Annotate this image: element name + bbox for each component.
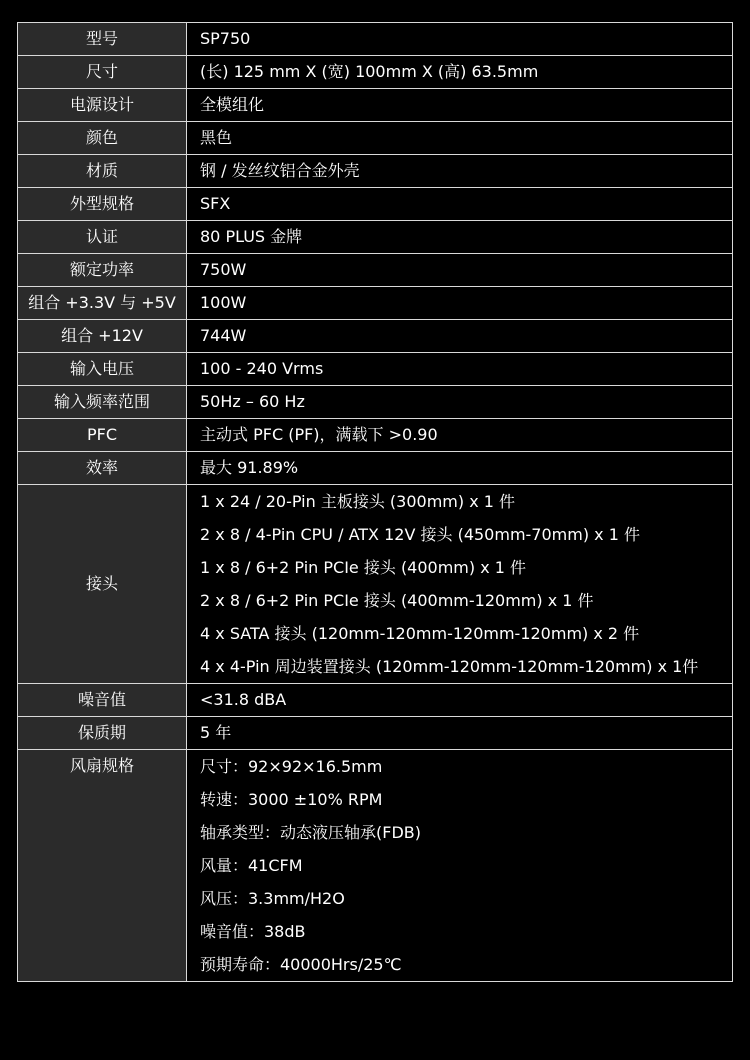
spec-value: (长) 125 mm X (宽) 100mm X (高) 63.5mm	[187, 56, 733, 89]
spec-row-psu-design	[18, 89, 733, 122]
spec-value: 主动式 PFC (PF)，满载下 >0.90	[187, 419, 733, 452]
spec-row-form-factor	[18, 188, 733, 221]
spec-row-connectors	[18, 485, 733, 684]
spec-row-pfc	[18, 419, 733, 452]
fan-spec-line: 尺寸：92×92×16.5mm	[200, 757, 383, 776]
fan-spec-line: 风量：41CFM	[200, 856, 303, 875]
spec-row-efficiency	[18, 452, 733, 485]
connector-line: 1 x 8 / 6+2 Pin PCIe 接头 (400mm) x 1 件	[200, 558, 527, 577]
spec-label: 组合 +3.3V 与 +5V	[18, 287, 187, 320]
fan-spec-line: 转速：3000 ±10% RPM	[200, 790, 383, 809]
fan-spec-line: 预期寿命：40000Hrs/25℃	[200, 955, 402, 974]
spec-label: 型号	[18, 23, 187, 56]
spec-label: 电源设计	[18, 89, 187, 122]
spec-value: 钢 / 发丝纹铝合金外壳	[187, 155, 733, 188]
spec-value: 100W	[187, 287, 733, 320]
fan-spec-line: 噪音值：38dB	[200, 922, 306, 941]
spec-label: 材质	[18, 155, 187, 188]
spec-label: 接头	[18, 485, 187, 684]
spec-value: 全模组化	[187, 89, 733, 122]
spec-value: 744W	[187, 320, 733, 353]
spec-value-list	[187, 485, 733, 684]
spec-label: 认证	[18, 221, 187, 254]
spec-row-combined-12v	[18, 320, 733, 353]
spec-value: 750W	[187, 254, 733, 287]
spec-label: PFC	[18, 419, 187, 452]
connector-line: 2 x 8 / 6+2 Pin PCIe 接头 (400mm-120mm) x 1 件	[200, 591, 594, 610]
spec-row-dimensions	[18, 56, 733, 89]
spec-table	[17, 22, 733, 982]
spec-row-combined-3v3-5v	[18, 287, 733, 320]
fan-spec-line: 风压：3.3mm/H2O	[200, 889, 345, 908]
spec-value: 100 - 240 Vrms	[187, 353, 733, 386]
spec-label: 颜色	[18, 122, 187, 155]
spec-row-input-frequency	[18, 386, 733, 419]
spec-row-input-voltage	[18, 353, 733, 386]
spec-label: 噪音值	[18, 684, 187, 717]
spec-row-rated-power	[18, 254, 733, 287]
spec-row-material	[18, 155, 733, 188]
spec-value: 最大 91.89%	[187, 452, 733, 485]
fan-spec-line: 轴承类型：动态液压轴承(FDB)	[200, 823, 421, 842]
spec-label: 输入频率范围	[18, 386, 187, 419]
spec-value: <31.8 dBA	[187, 684, 733, 717]
spec-row-certification	[18, 221, 733, 254]
spec-label: 额定功率	[18, 254, 187, 287]
spec-value: 黑色	[187, 122, 733, 155]
spec-label: 效率	[18, 452, 187, 485]
spec-value: SP750	[187, 23, 733, 56]
connector-line: 1 x 24 / 20-Pin 主板接头 (300mm) x 1 件	[200, 492, 516, 511]
spec-row-fan	[18, 750, 733, 982]
spec-row-model	[18, 23, 733, 56]
spec-row-noise	[18, 684, 733, 717]
connector-line: 4 x SATA 接头 (120mm-120mm-120mm-120mm) x 2 件	[200, 624, 640, 643]
spec-label: 尺寸	[18, 56, 187, 89]
spec-value: SFX	[187, 188, 733, 221]
spec-label: 输入电压	[18, 353, 187, 386]
spec-label: 外型规格	[18, 188, 187, 221]
spec-label: 组合 +12V	[18, 320, 187, 353]
spec-value: 80 PLUS 金牌	[187, 221, 733, 254]
spec-label: 风扇规格	[18, 750, 187, 982]
spec-row-color	[18, 122, 733, 155]
connector-line: 2 x 8 / 4-Pin CPU / ATX 12V 接头 (450mm-70mm) x 1 件	[200, 525, 640, 544]
spec-label: 保质期	[18, 717, 187, 750]
spec-value: 50Hz – 60 Hz	[187, 386, 733, 419]
spec-value: 5 年	[187, 717, 733, 750]
spec-row-warranty	[18, 717, 733, 750]
spec-value-list	[187, 750, 733, 982]
connector-line: 4 x 4-Pin 周边装置接头 (120mm-120mm-120mm-120mm) x 1件	[200, 657, 699, 676]
